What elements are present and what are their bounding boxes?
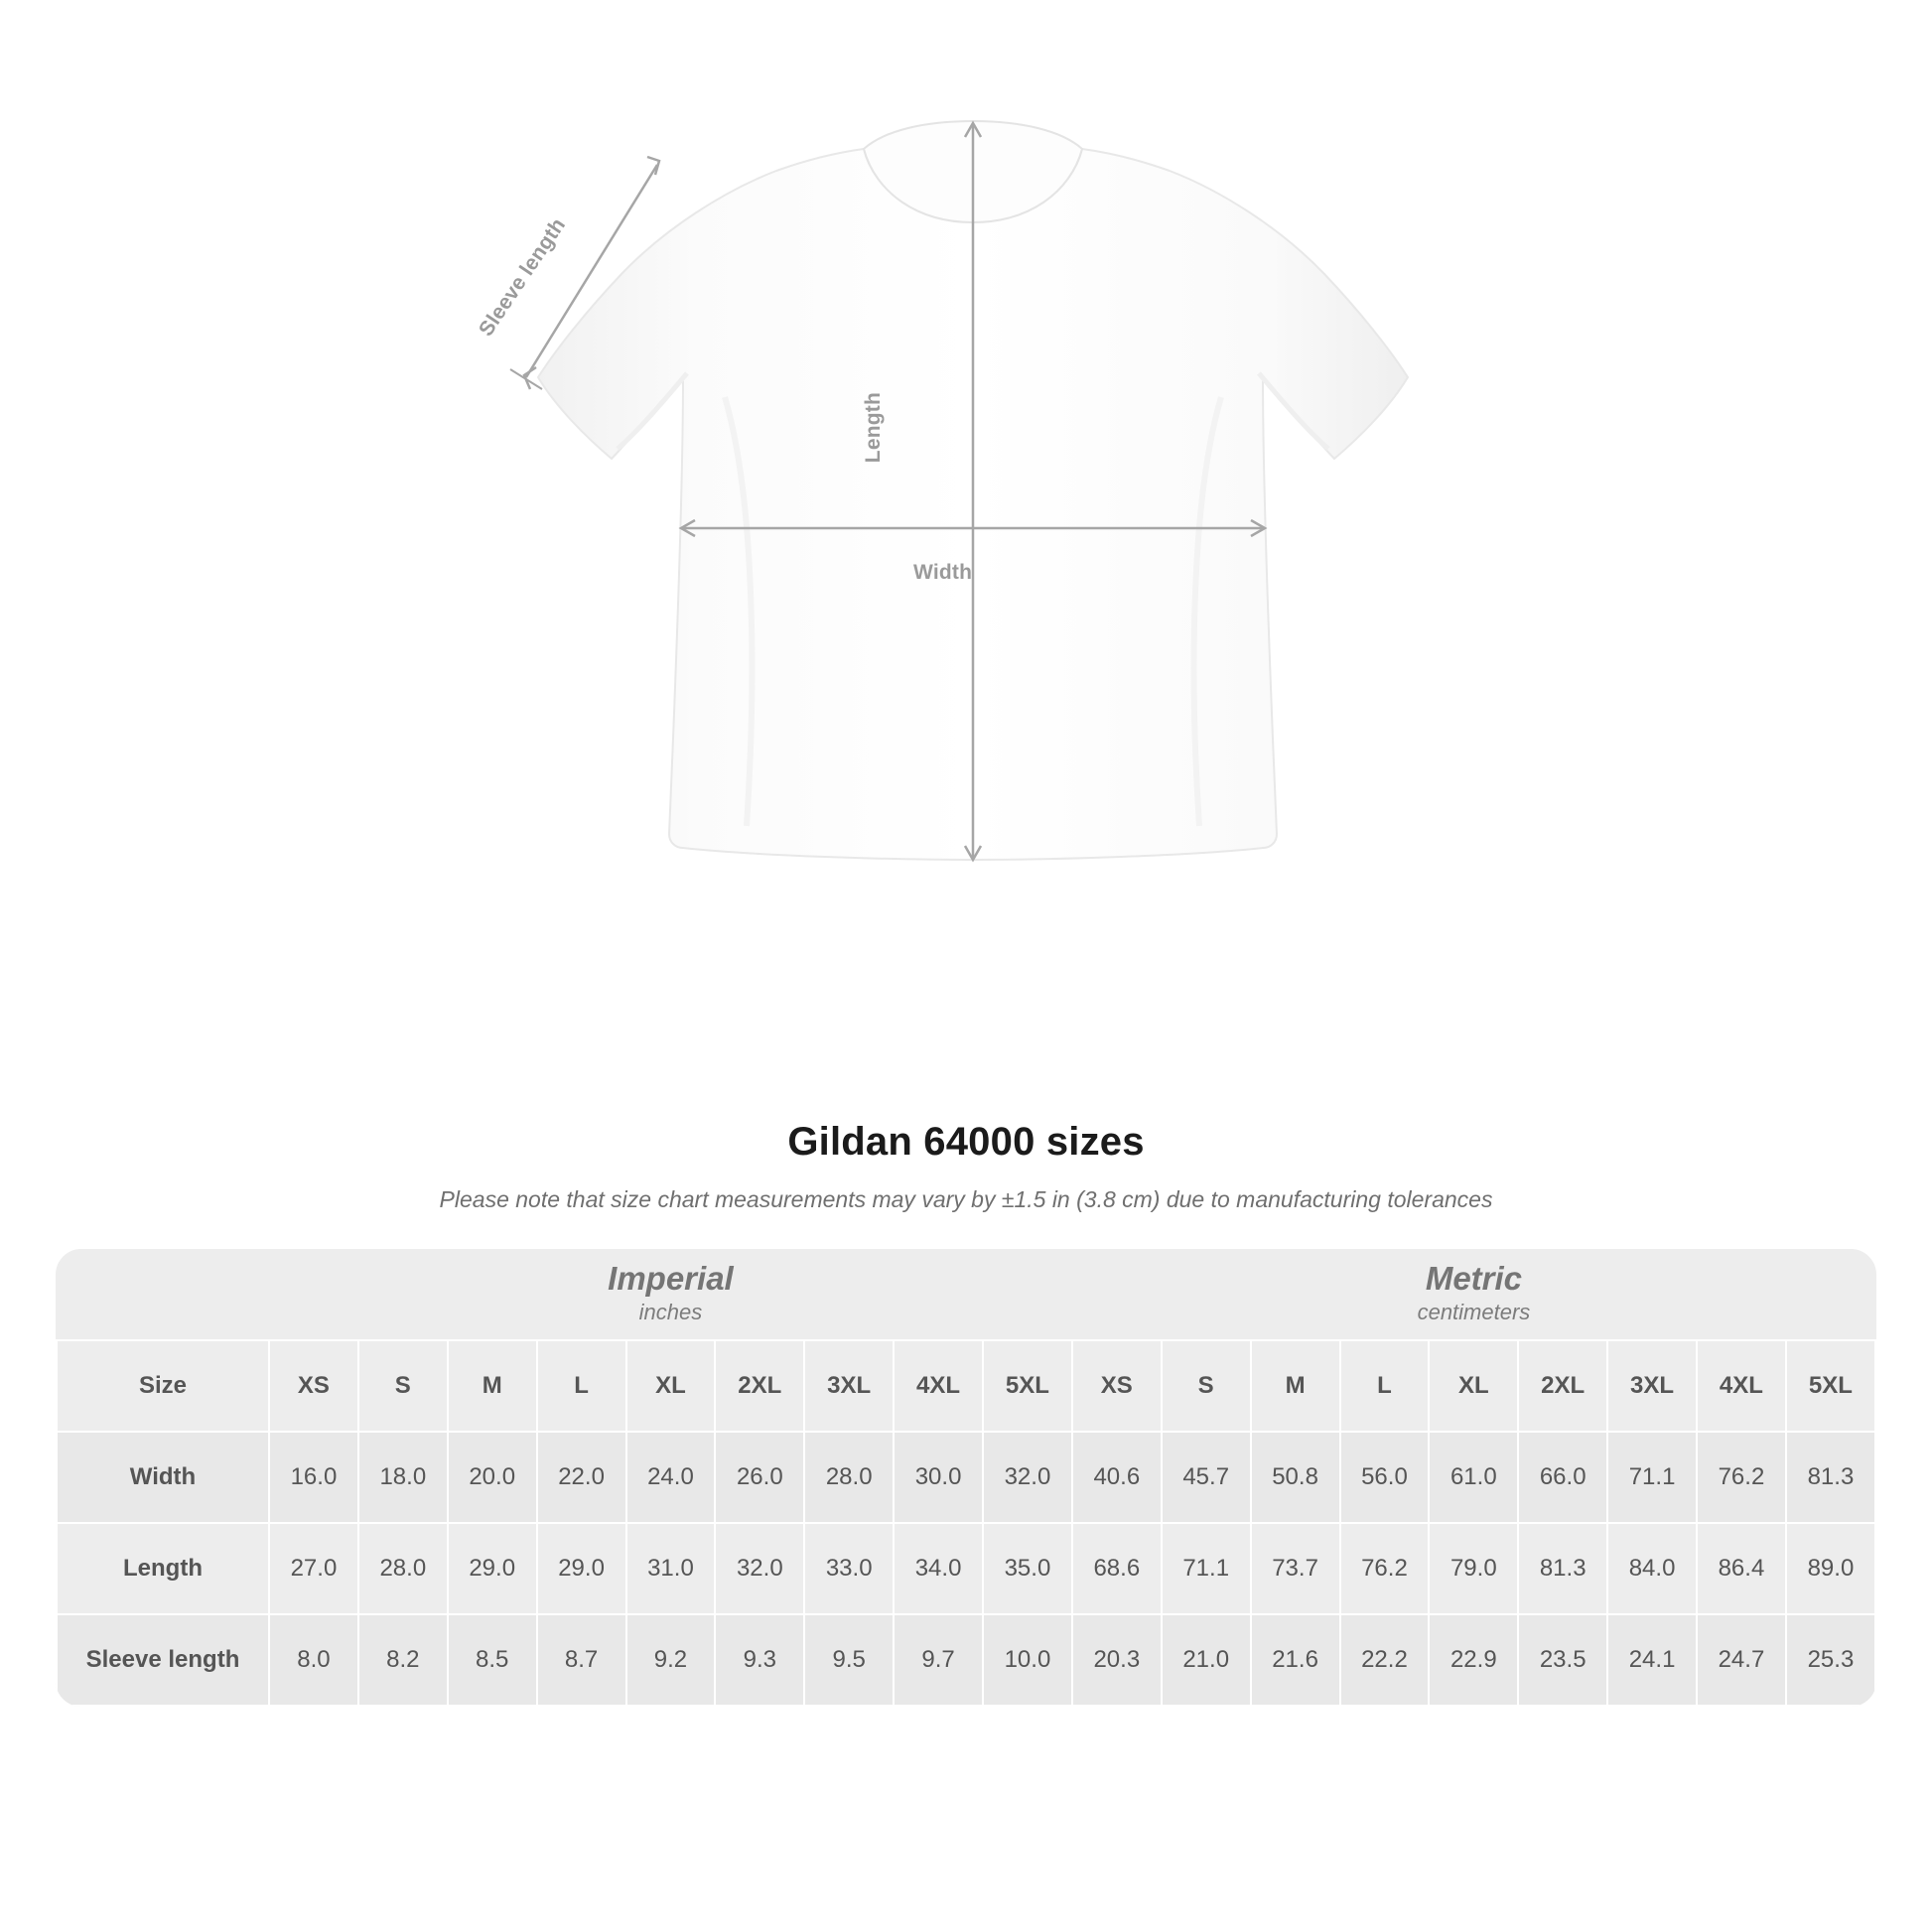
unit-group-metric (1072, 1249, 1875, 1340)
sleeve-tick-bottom (510, 369, 542, 389)
sleeve-imperial-l: 8.7 (537, 1614, 626, 1706)
sleeve-metric-m: 21.6 (1251, 1614, 1340, 1706)
size-table-wrapper (56, 1249, 1876, 1707)
size-header-imperial-3xl: 3XL (804, 1340, 894, 1432)
sleeve-imperial-2xl: 9.3 (715, 1614, 804, 1706)
width-metric-xl: 61.0 (1429, 1432, 1518, 1523)
sleeve-metric-4xl: 24.7 (1697, 1614, 1786, 1706)
length-metric-l: 76.2 (1340, 1523, 1430, 1614)
row-label-width: Width (57, 1432, 269, 1523)
table-row-sleeve-length (57, 1614, 1875, 1706)
sleeve-length-label: Sleeve length (475, 213, 571, 341)
unit-group-imperial (269, 1249, 1072, 1340)
size-header-imperial-m: M (448, 1340, 537, 1432)
width-metric-s: 45.7 (1162, 1432, 1251, 1523)
title-block (0, 1120, 1932, 1213)
length-imperial-xl: 31.0 (626, 1523, 716, 1614)
width-metric-xs: 40.6 (1072, 1432, 1162, 1523)
length-metric-5xl: 89.0 (1786, 1523, 1875, 1614)
sleeve-imperial-xs: 8.0 (269, 1614, 358, 1706)
row-label-length: Length (57, 1523, 269, 1614)
width-metric-3xl: 71.1 (1607, 1432, 1697, 1523)
size-table (56, 1249, 1876, 1707)
size-header-metric-s: S (1162, 1340, 1251, 1432)
width-metric-l: 56.0 (1340, 1432, 1430, 1523)
size-header-imperial-4xl: 4XL (894, 1340, 983, 1432)
sleeve-metric-s: 21.0 (1162, 1614, 1251, 1706)
unit-group-metric-name: Metric (1425, 1260, 1523, 1298)
length-metric-4xl: 86.4 (1697, 1523, 1786, 1614)
sleeve-metric-xs: 20.3 (1072, 1614, 1162, 1706)
sleeve-imperial-3xl: 9.5 (804, 1614, 894, 1706)
page-title: Gildan 64000 sizes (787, 1120, 1145, 1164)
width-metric-m: 50.8 (1251, 1432, 1340, 1523)
width-imperial-l: 22.0 (537, 1432, 626, 1523)
size-header-imperial-s: S (358, 1340, 448, 1432)
width-imperial-5xl: 32.0 (983, 1432, 1072, 1523)
unit-group-metric-sub: centimeters (1417, 1300, 1531, 1325)
size-header-metric-5xl: 5XL (1786, 1340, 1875, 1432)
length-metric-2xl: 81.3 (1518, 1523, 1607, 1614)
size-header-metric-3xl: 3XL (1607, 1340, 1697, 1432)
length-imperial-5xl: 35.0 (983, 1523, 1072, 1614)
length-metric-xl: 79.0 (1429, 1523, 1518, 1614)
width-imperial-2xl: 26.0 (715, 1432, 804, 1523)
width-metric-5xl: 81.3 (1786, 1432, 1875, 1523)
length-imperial-4xl: 34.0 (894, 1523, 983, 1614)
length-metric-s: 71.1 (1162, 1523, 1251, 1614)
width-imperial-xl: 24.0 (626, 1432, 716, 1523)
length-imperial-3xl: 33.0 (804, 1523, 894, 1614)
sleeve-metric-5xl: 25.3 (1786, 1614, 1875, 1706)
tshirt-graphic (427, 79, 1519, 874)
row-label-sleeve-length: Sleeve length (57, 1614, 269, 1706)
sleeve-imperial-xl: 9.2 (626, 1614, 716, 1706)
width-imperial-4xl: 30.0 (894, 1432, 983, 1523)
length-imperial-m: 29.0 (448, 1523, 537, 1614)
size-header-metric-xs: XS (1072, 1340, 1162, 1432)
size-header-metric-xl: XL (1429, 1340, 1518, 1432)
sleeve-imperial-5xl: 10.0 (983, 1614, 1072, 1706)
size-column-header: Size (57, 1340, 269, 1432)
width-imperial-m: 20.0 (448, 1432, 537, 1523)
width-imperial-3xl: 28.0 (804, 1432, 894, 1523)
size-header-metric-l: L (1340, 1340, 1430, 1432)
length-imperial-s: 28.0 (358, 1523, 448, 1614)
length-metric-xs: 68.6 (1072, 1523, 1162, 1614)
size-header-metric-m: M (1251, 1340, 1340, 1432)
table-corner-cell (57, 1249, 269, 1340)
table-row-length (57, 1523, 1875, 1614)
width-metric-4xl: 76.2 (1697, 1432, 1786, 1523)
table-row-width (57, 1432, 1875, 1523)
unit-header-row (57, 1249, 1875, 1340)
size-header-metric-4xl: 4XL (1697, 1340, 1786, 1432)
width-imperial-xs: 16.0 (269, 1432, 358, 1523)
tshirt-svg (427, 79, 1519, 874)
width-metric-2xl: 66.0 (1518, 1432, 1607, 1523)
length-metric-3xl: 84.0 (1607, 1523, 1697, 1614)
size-header-row (57, 1340, 1875, 1432)
sleeve-metric-2xl: 23.5 (1518, 1614, 1607, 1706)
size-header-imperial-xs: XS (269, 1340, 358, 1432)
unit-group-imperial-sub: inches (638, 1300, 703, 1325)
size-header-imperial-l: L (537, 1340, 626, 1432)
sleeve-imperial-m: 8.5 (448, 1614, 537, 1706)
size-header-imperial-2xl: 2XL (715, 1340, 804, 1432)
sleeve-metric-xl: 22.9 (1429, 1614, 1518, 1706)
length-imperial-xs: 27.0 (269, 1523, 358, 1614)
size-header-imperial-5xl: 5XL (983, 1340, 1072, 1432)
sleeve-imperial-s: 8.2 (358, 1614, 448, 1706)
length-metric-m: 73.7 (1251, 1523, 1340, 1614)
sleeve-metric-l: 22.2 (1340, 1614, 1430, 1706)
width-imperial-s: 18.0 (358, 1432, 448, 1523)
sleeve-imperial-4xl: 9.7 (894, 1614, 983, 1706)
size-header-imperial-xl: XL (626, 1340, 716, 1432)
size-header-metric-2xl: 2XL (1518, 1340, 1607, 1432)
width-label: Width (913, 561, 973, 584)
unit-group-imperial-name: Imperial (608, 1260, 734, 1298)
length-imperial-2xl: 32.0 (715, 1523, 804, 1614)
length-label: Length (862, 392, 885, 464)
tolerance-note: Please note that size chart measurements may vary by ±1.5 in (3.8 cm) due to manufacturing tolerances (439, 1186, 1493, 1212)
sleeve-metric-3xl: 24.1 (1607, 1614, 1697, 1706)
length-imperial-l: 29.0 (537, 1523, 626, 1614)
